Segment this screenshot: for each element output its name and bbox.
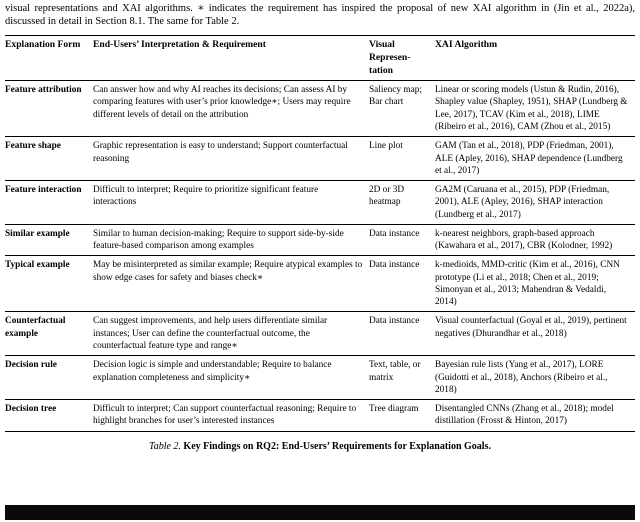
cell-requirement: Can suggest improvements, and help users differentiate similar instances; User can define the counterfactual outcome, the counterfactual feature type and range∗ <box>93 316 328 351</box>
table-row-counterfactual-example <box>5 312 635 356</box>
cell-algorithm: Visual counterfactual (Goyal et al., 2019), pertinent negatives (Dhurandhar et al., 2018) <box>435 316 627 339</box>
cell-visual: Text, table, or matrix <box>369 360 421 383</box>
table-row-feature-attribution <box>5 81 635 137</box>
table-row-decision-tree <box>5 400 635 432</box>
cell-form: Feature shape <box>5 141 61 152</box>
findings-table <box>5 35 635 431</box>
cell-requirement: Difficult to interpret; Can support counterfactual reasoning; Require to highlight branches for user’s interested instances <box>93 404 357 427</box>
table-row-feature-shape <box>5 137 635 181</box>
cell-form: Counterfactual example <box>5 316 66 339</box>
cell-visual: Line plot <box>369 141 403 152</box>
col-header-explanation-form: Explanation Form <box>5 39 81 51</box>
table-caption <box>5 441 635 452</box>
cell-algorithm: GAM (Tan et al., 2018), PDP (Friedman, 2001), ALE (Apley, 2016), SHAP dependence (Lundberg et al., 2017) <box>435 141 623 176</box>
cell-algorithm: k-medioids, MMD-critic (Kim et al., 2016), CNN prototype (Li et al., 2018; Chen et al., 2019; Simonyan et al., 2013; Mahendran & Vedaldi, 2014) <box>435 260 620 308</box>
cell-algorithm: GA2M (Caruana et al., 2015), PDP (Friedman, 2001), ALE (Apley, 2016), SHAP interaction (Lundberg et al., 2017) <box>435 185 610 220</box>
cell-visual: Tree diagram <box>369 404 419 415</box>
cell-form: Feature interaction <box>5 185 82 196</box>
table-caption-label: Table 2. <box>149 440 181 452</box>
table-caption-text: Key Findings on RQ2: End-Users’ Requirements for Explanation Goals. <box>183 440 491 452</box>
bottom-bar <box>5 505 635 520</box>
cell-visual: Data instance <box>369 228 420 239</box>
cell-form: Similar example <box>5 228 70 239</box>
table-row-feature-interaction <box>5 181 635 225</box>
cell-requirement: Graphic representation is easy to understand; Support counterfactual reasoning <box>93 141 348 164</box>
table-row-similar-example <box>5 224 635 256</box>
table-row-typical-example <box>5 256 635 312</box>
cell-algorithm: Bayesian rule lists (Yang et al., 2017), LORE (Guidotti et al., 2018), Anchors (Ribeiro et al., 2018) <box>435 360 608 395</box>
col-header-interpretation-requirement: End-Users’ Interpretation & Requirement <box>93 39 266 51</box>
cell-visual: Saliency map; Bar chart <box>369 85 422 108</box>
col-header-visual-representation: Visual Representation <box>369 39 411 76</box>
cell-algorithm: Disentangled CNNs (Zhang et al., 2018); model distillation (Frosst & Hinton, 2017) <box>435 404 614 427</box>
cell-algorithm: k-nearest neighbors, graph-based approach (Kawahara et al., 2017), CBR (Kolodner, 1992) <box>435 228 613 252</box>
cell-form: Typical example <box>5 260 70 271</box>
cell-visual: 2D or 3D heatmap <box>369 185 405 208</box>
cell-requirement: Similar to human decision-making; Require to support side-by-side feature-based comparison among examples <box>93 228 344 252</box>
cell-requirement: Difficult to interpret; Require to prioritize significant feature interactions <box>93 185 319 208</box>
col-header-xai-algorithm: XAI Algorithm <box>435 39 498 51</box>
table-row-decision-rule <box>5 356 635 400</box>
table-header-row <box>5 36 635 81</box>
cell-form: Decision rule <box>5 360 57 371</box>
cell-requirement: May be misinterpreted as similar example; Require atypical examples to show edge cases for safety and biases check∗ <box>93 260 363 283</box>
intro-text: visual representations and XAI algorithms. ∗ indicates the requirement has inspired the proposal of new XAI algorithm in (Jin et al., 2022a), discussed in detail in Section 8.1. The same for Table 2. <box>5 3 635 28</box>
cell-visual: Data instance <box>369 316 420 327</box>
cell-form: Feature attribution <box>5 85 82 96</box>
cell-visual: Data instance <box>369 260 420 271</box>
cell-requirement: Decision logic is simple and understandable; Require to balance explanation completeness and simplicity∗ <box>93 360 332 383</box>
cell-form: Decision tree <box>5 404 57 415</box>
cell-algorithm: Linear or scoring models (Ustun & Rudin, 2016), Shapley value (Shapley, 1951), SHAP (Lundberg & Lee, 2017), TCAV (Kim et al., 2018), LIME (Ribeiro et al., 2016), CAM (Zhou et al., 2015) <box>435 85 628 133</box>
cell-requirement: Can answer how and why AI reaches its decisions; Can assess AI by comparing features with user’s prior knowledge∗; Users may require different levels of detail on the attribution <box>93 85 351 120</box>
